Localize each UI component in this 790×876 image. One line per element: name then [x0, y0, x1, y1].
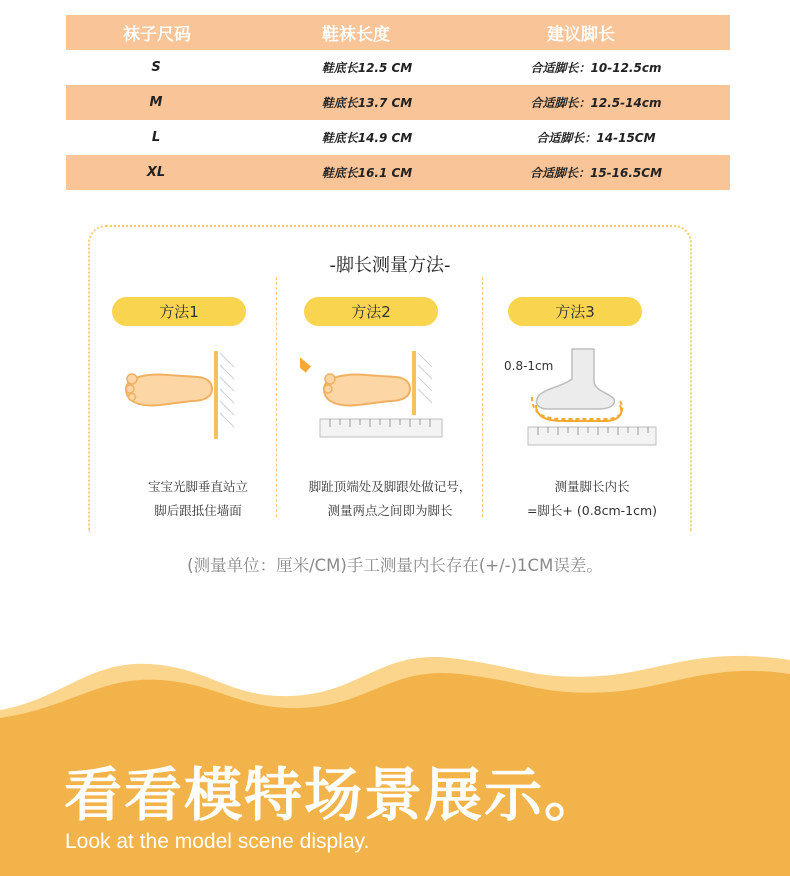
foot-inner-length-illustration — [502, 339, 682, 449]
banner-subtitle: Look at the model scene display. — [65, 830, 370, 853]
method-3-annotation: 0.8-1cm — [504, 359, 554, 373]
foot-value: 合适脚长：10-12.5cm — [530, 61, 662, 75]
foot-marking-ruler-illustration — [300, 339, 480, 449]
method-1 — [108, 297, 288, 517]
size-label: S — [151, 60, 161, 75]
measurement-panel — [88, 225, 692, 532]
method-3-description — [492, 475, 692, 523]
table-row — [66, 85, 730, 120]
length-value: 鞋底长13.7 CM — [321, 96, 413, 110]
header-sock-size: 袜子尺码 — [123, 25, 191, 45]
method-3-desc-line1: 测量脚长内长 — [554, 479, 630, 494]
measurement-title: -脚长测量方法- — [329, 255, 451, 276]
length-value: 鞋底长12.5 CM — [321, 61, 413, 75]
method-2-desc-line2: 测量两点之间即为脚长 — [327, 503, 453, 518]
method-2-description — [290, 475, 490, 523]
foot-value: 合适脚长：15-16.5CM — [529, 166, 663, 180]
method-1-desc-line2: 脚后跟抵住墙面 — [154, 503, 242, 518]
method-1-description — [98, 475, 298, 523]
length-value: 鞋底长16.1 CM — [321, 166, 413, 180]
method-3-badge: 方法3 — [508, 297, 642, 326]
header-length: 鞋袜长度 — [322, 25, 390, 45]
method-3-desc-line2: =脚长+ (0.8cm-1cm) — [526, 503, 658, 518]
method-2 — [300, 297, 480, 517]
size-table-header — [66, 15, 730, 50]
size-label: L — [151, 130, 161, 145]
method-2-desc-line1: 脚趾顶端处及脚跟处做记号， — [308, 479, 472, 494]
foot-value: 合适脚长：12.5-14cm — [530, 96, 662, 110]
length-value: 鞋底长14.9 CM — [321, 131, 413, 145]
method-2-badge: 方法2 — [304, 297, 438, 326]
method-3 — [502, 297, 682, 517]
table-row — [66, 120, 730, 155]
foot-value: 合适脚长：14-15CM — [536, 131, 656, 145]
method-1-badge: 方法1 — [112, 297, 246, 326]
measurement-note: (测量单位：厘米/CM)手工测量内长存在(+/-)1CM误差。 — [187, 556, 603, 575]
header-foot-length: 建议脚长 — [547, 25, 615, 45]
size-label: XL — [146, 165, 166, 180]
banner-title: 看看模特场景展示。 — [64, 761, 605, 829]
table-row — [66, 155, 730, 190]
foot-against-wall-illustration — [108, 339, 288, 449]
size-table — [66, 15, 730, 190]
size-label: M — [149, 95, 163, 110]
method-1-desc-line1: 宝宝光脚垂直站立 — [147, 479, 248, 494]
table-row — [66, 50, 730, 85]
